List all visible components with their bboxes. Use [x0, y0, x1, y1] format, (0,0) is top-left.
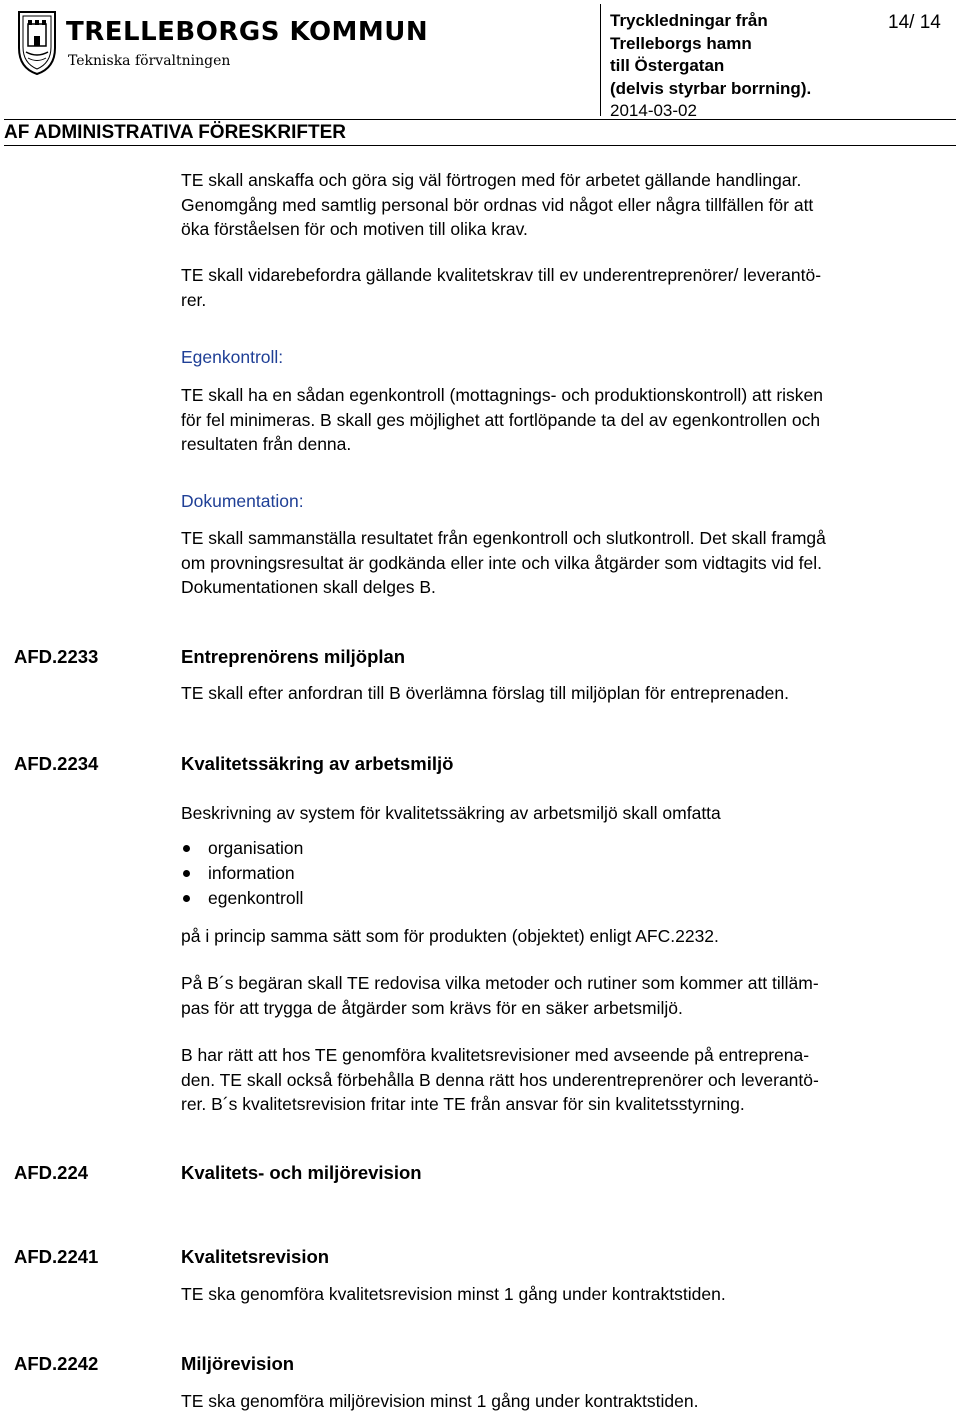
miljorevision-text: TE ska genomföra miljörevision minst 1 gång under kontraktstiden.	[181, 1391, 699, 1411]
page-number: 14/ 14	[888, 12, 941, 33]
section-code: AFD.2233	[14, 646, 99, 667]
egenkontroll-heading: Egenkontroll:	[181, 347, 284, 367]
section-heading: Miljörevision	[181, 1353, 295, 1374]
miljoplan-text: TE skall efter anfordran till B överlämna förslag till miljöplan för entreprenaden.	[181, 683, 789, 703]
section-heading: Entreprenörens miljöplan	[181, 646, 406, 667]
section-heading: Kvalitetsrevision	[181, 1246, 330, 1267]
intro-paragraph: TE skall anskaffa och göra sig väl förtrogen med för arbetet gällande handlingar. Genomgång med samtlig personal bör ordnas vid något eller några tillfällen för att öka förståelsen för och motiven till olika krav.	[181, 170, 814, 239]
title-line: Tryckledningar från	[610, 11, 768, 30]
dokumentation-heading: Dokumentation:	[181, 491, 304, 511]
section-heading: Kvalitetssäkring av arbetsmiljö	[181, 753, 454, 774]
org-name: TRELLEBORGS KOMMUN	[66, 17, 429, 47]
list-item: egenkontroll	[181, 886, 303, 911]
municipal-crest-icon	[16, 8, 58, 76]
arbetsmiljo-after: på i princip samma sätt som för produkten (objektet) enligt AFC.2232.	[181, 926, 719, 946]
org-department: Tekniska förvaltningen	[68, 53, 231, 69]
dokumentation-paragraph: TE skall sammanställa resultatet från egenkontroll och slutkontroll. Det skall framgå om provningsresultat är godkända eller inte och vilka åtgärder som vidtagits vid fel. Dokumentationen skall delges B.	[181, 528, 826, 597]
section-code: AFD.2242	[14, 1353, 99, 1374]
section-heading: Kvalitets- och miljörevision	[181, 1162, 422, 1183]
section-divider	[4, 145, 956, 146]
kvalitetsrevision-text: TE ska genomföra kvalitetsrevision minst 1 gång under kontraktstiden.	[181, 1284, 726, 1304]
arbetsmiljo-paragraph: På B´s begäran skall TE redovisa vilka metoder och rutiner som kommer att tilläm- pas för att trygga de åtgärder som krävs för en säker arbetsmiljö.	[181, 973, 819, 1018]
forward-paragraph: TE skall vidarebefordra gällande kvalitetskrav till ev underentreprenörer/ leverantö- rer.	[181, 265, 822, 310]
revision-rights-paragraph: B har rätt att hos TE genomföra kvalitetsrevisioner med avseende på entreprena- den. TE skall också förbehålla B denna rätt hos underentreprenörer och leverantö- rer. B´s kvalitetsrevision fritar inte TE från ansvar för sin kvalitetsstyrning.	[181, 1045, 819, 1114]
document-title	[610, 10, 811, 100]
section-title: AF ADMINISTRATIVA FÖRESKRIFTER	[4, 122, 346, 143]
document-date: 2014-03-02	[610, 101, 697, 120]
page-header	[4, 4, 956, 120]
section-code: AFD.2241	[14, 1246, 99, 1267]
bullet-list	[181, 836, 303, 911]
egenkontroll-paragraph: TE skall ha en sådan egenkontroll (mottagnings- och produktionskontroll) att risken för fel minimeras. B skall ges möjlighet att fortlöpande ta del av egenkontrollen och resultaten från denna.	[181, 385, 824, 454]
list-item: organisation	[181, 836, 303, 861]
section-code: AFD.224	[14, 1162, 89, 1183]
logo-area	[4, 4, 601, 116]
arbetsmiljo-intro: Beskrivning av system för kvalitetssäkring av arbetsmiljö skall omfatta	[181, 803, 721, 823]
list-item: information	[181, 861, 303, 886]
title-line: till Östergatan	[610, 56, 725, 75]
title-line: (delvis styrbar borrning).	[610, 78, 812, 98]
section-code: AFD.2234	[14, 753, 99, 774]
title-line: Trelleborgs hamn	[610, 33, 752, 53]
header-divider	[4, 119, 956, 120]
